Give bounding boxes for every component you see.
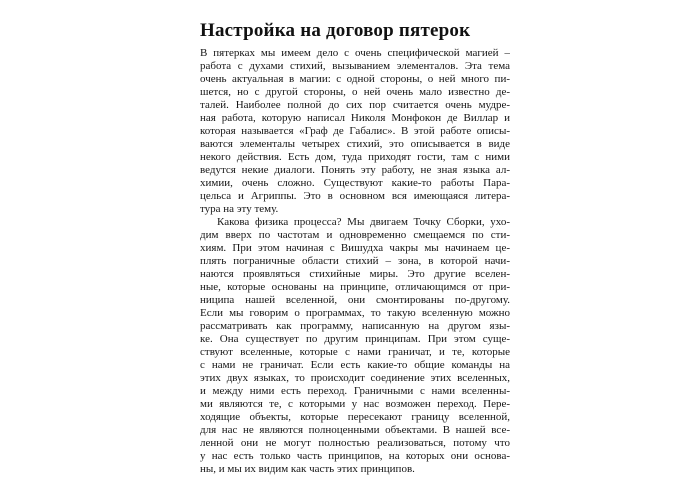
text-line: работа с духами стихий, вызыванием элементалов. Эта тема bbox=[200, 60, 510, 72]
text-line: ны, и мы их видим как часть этих принципов. bbox=[200, 463, 415, 475]
text-line: этих двух языках, то происходит соединение этих вселенных, bbox=[200, 372, 510, 384]
text-line: дим вверх по частотам и одновременно смещаемся по сти- bbox=[200, 229, 510, 241]
text-line: ствуют вселенные, которые с нами граничат, и те, которые bbox=[200, 346, 510, 358]
text-line: наются проявляться стихийные миры. Это другие вселен- bbox=[200, 268, 510, 280]
text-line: плять пограничные области стихий – зона, в которой начи- bbox=[200, 255, 510, 267]
text-line: ке. Она существует по другим принципам. При этом суще- bbox=[200, 333, 510, 345]
text-line: шется, но с другой стороны, о ней очень мало известно де- bbox=[200, 86, 510, 98]
text-line: В пятерках мы имеем дело с очень специфической магией – bbox=[200, 47, 510, 59]
text-line: хиям. При этом начиная с Вишудха чакры мы начинаем це- bbox=[200, 242, 510, 254]
text-line: которая называется «Граф де Габалис». В этой работе описы- bbox=[200, 125, 510, 137]
text-line: тура на эту тему. bbox=[200, 203, 279, 215]
text-line: ми являются те, с которыми у нас возможен переход. Пере- bbox=[200, 398, 510, 410]
text-line: и между ними есть переход. Граничными с нами вселенны- bbox=[200, 385, 510, 397]
text-line: ная работа, которую написал Николя Монфокон де Виллар и bbox=[200, 112, 510, 124]
page-title: Настройка на договор пятерок bbox=[200, 20, 471, 41]
text-line: очень актуальная в магии: с одной стороны, о ней много пи- bbox=[200, 73, 510, 85]
text-line: талей. Наиболее полной до сих пор считается очень мудре- bbox=[200, 99, 510, 111]
text-line: у нас есть только часть принципов, на которых они основа- bbox=[200, 450, 510, 462]
page-body bbox=[200, 47, 510, 476]
text-line: для нас не являются полноценными объектами. В нашей все- bbox=[200, 424, 510, 436]
text-line: цельса и Агриппы. Это в основном вся имеющаяся литера- bbox=[200, 190, 510, 202]
text-line: ведутся некие диалоги. Понять эту работу, не зная языка ал- bbox=[200, 164, 510, 176]
text-line: ваются элементалы четырех стихий, это описывается в виде bbox=[200, 138, 510, 150]
text-line: ленной они не могут полностью реализоваться, потому что bbox=[200, 437, 510, 449]
text-column bbox=[200, 20, 510, 476]
text-line: Какова физика процесса? Мы двигаем Точку Сборки, ухо- bbox=[217, 216, 510, 228]
paragraph-2 bbox=[200, 216, 510, 476]
text-line: Если мы говорим о программах, то такую вселенную можно bbox=[200, 307, 510, 319]
text-line: ные, которые основаны на принципе, отличающимся от при- bbox=[200, 281, 510, 293]
text-line: ниципа нашей вселенной, они смонтированы по-другому. bbox=[200, 294, 510, 306]
text-line: ходящие объекты, которые пересекают границу вселенной, bbox=[200, 411, 510, 423]
text-line: с нами не граничат. Если есть какие-то общие команды на bbox=[200, 359, 510, 371]
paragraph-1 bbox=[200, 47, 510, 216]
text-line: химии, очень сложно. Существуют какие-то работы Пара- bbox=[200, 177, 510, 189]
text-line: некого действия. Есть дом, туда приходят гости, там с ними bbox=[200, 151, 510, 163]
text-line: рассматривать как программу, написанную на другом язы- bbox=[200, 320, 510, 332]
